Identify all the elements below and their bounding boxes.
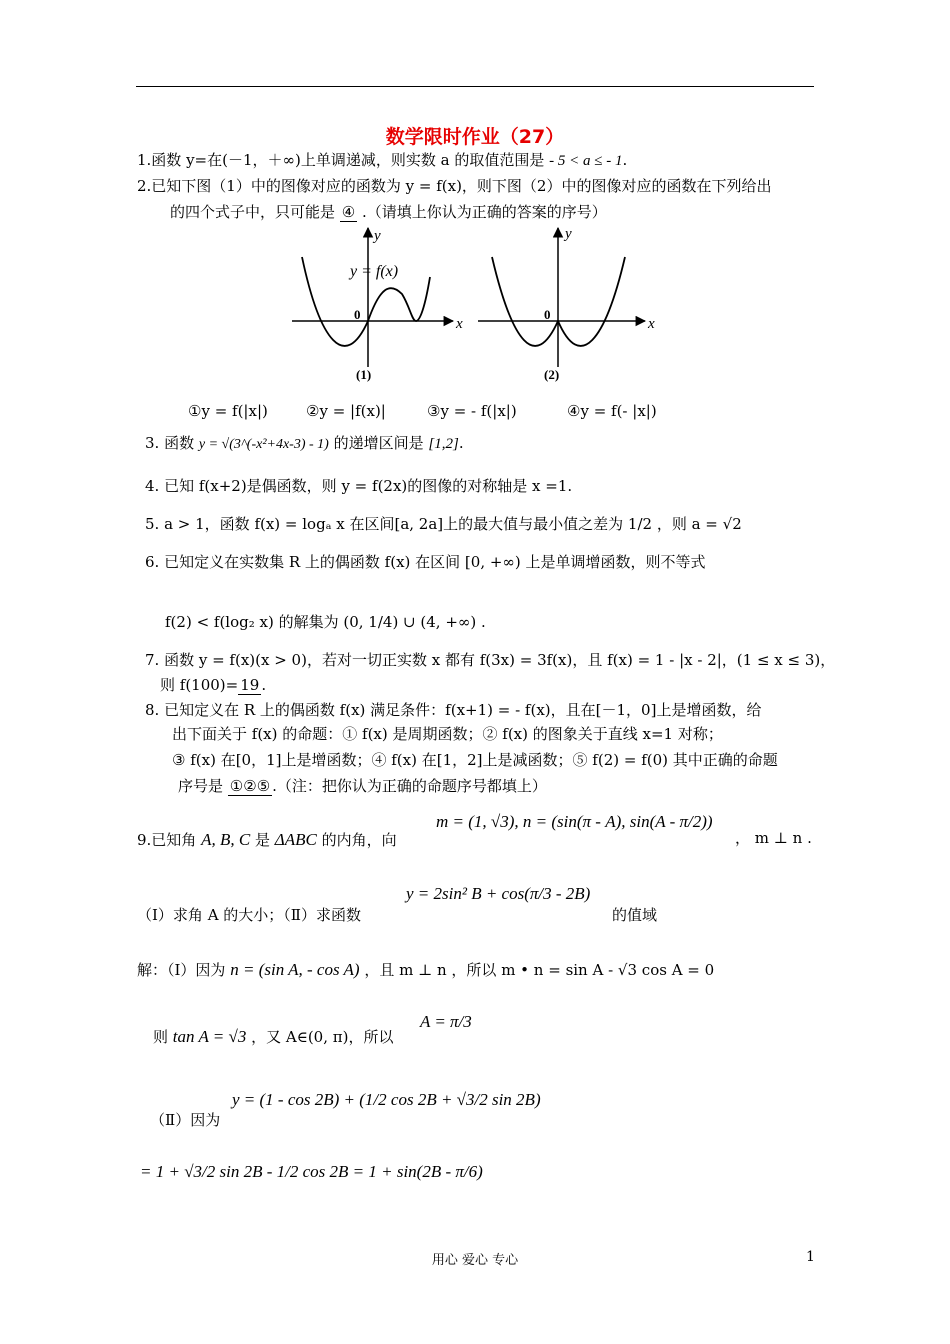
question-6-line-2: f(2) < f(log₂ x) 的解集为 (0, 1/4) ∪ (4, +∞) . <box>165 613 486 631</box>
question-2-note: .（请填上你认为正确的答案的序号） <box>362 203 607 221</box>
question-1-end: . <box>622 151 628 169</box>
question-9-line-2 <box>137 905 361 925</box>
question-2-option-1: ①y = f(|x|) <box>188 402 268 420</box>
question-9-task: （Ⅰ）求角 A 的大小；（Ⅱ）求函数 <box>137 906 361 924</box>
question-7-line-2 <box>160 675 266 695</box>
graph-1 <box>292 228 463 382</box>
question-9-perpendicular: ， m ⊥ n . <box>735 829 812 847</box>
question-4: 4. 已知 f(x+2)是偶函数，则 y = f(2x)的图像的对称轴是 x =1. <box>145 477 573 495</box>
function-graphs-figure <box>280 222 680 392</box>
question-9-interior: 的内角，向 <box>321 831 397 849</box>
graph-1-x-label: x <box>456 316 463 332</box>
graph-2-caption: (2) <box>544 367 560 382</box>
solution-2-range: ，又 A∈(0, π)，所以 <box>251 1028 394 1046</box>
solution-line-3: （Ⅱ）因为 <box>150 1111 221 1129</box>
header-rule <box>136 86 814 87</box>
question-8-line-4 <box>178 776 547 796</box>
graph-2 <box>478 226 655 382</box>
question-8-note: .（注：把你认为正确的命题序号都填上） <box>272 777 547 795</box>
question-2-line-2 <box>170 202 607 222</box>
question-3-text: 3. 函数 <box>145 434 195 452</box>
solution-2-then: 则 <box>153 1028 169 1046</box>
graph-1-caption: (1) <box>356 367 372 382</box>
graph-2-y-label: y <box>565 226 572 242</box>
solution-1-vector-n: n = (sin A, - cos A) <box>230 960 360 979</box>
solution-2-angle: A = π/3 <box>420 1012 472 1031</box>
solution-line-2 <box>153 1027 393 1047</box>
question-2-option-3: ③y = - f(|x|) <box>427 402 517 420</box>
solution-line-4: = 1 + √3/2 sin 2B - 1/2 cos 2B = 1 + sin(2B - π/6) <box>140 1162 483 1181</box>
solution-3-expression: y = (1 - cos 2B) + (1/2 cos 2B + √3/2 sin 2B) <box>232 1090 541 1109</box>
graph-2-origin: 0 <box>544 307 551 322</box>
question-2-option-2: ②y = |f(x)| <box>306 402 386 420</box>
question-8-text: 序号是 <box>178 777 224 795</box>
solution-line-1 <box>137 960 714 980</box>
question-8-line-2: 出下面关于 f(x) 的命题：① f(x) 是周期函数；② f(x) 的图象关于直线 x=1 对称； <box>172 725 723 743</box>
page-footer: 用心 爱心 专心 <box>431 1253 519 1268</box>
graph-1-y-label: y <box>374 228 381 244</box>
question-8-line-1: 8. 已知定义在 R 上的偶函数 f(x) 满足条件：f(x+1) = - f(x)，且在[－1，0]上是增函数，给 <box>145 701 762 719</box>
question-9-is: 是 <box>254 831 270 849</box>
question-9-vectors: m = (1, √3), n = (sin(π - A), sin(A - π/2)) <box>436 812 713 831</box>
question-1-answer: - 5 < a ≤ - 1 <box>549 153 623 169</box>
question-3-answer: [1,2] <box>428 436 459 452</box>
question-3-mid: 的递增区间是 <box>333 434 424 452</box>
graph-1-origin: 0 <box>354 307 361 322</box>
question-9-triangle: ΔABC <box>274 830 317 849</box>
question-1 <box>137 150 627 171</box>
question-7-text: 则 f(100)= <box>160 676 239 694</box>
page-title: 数学限时作业（27） <box>385 126 565 148</box>
question-6-line-1: 6. 已知定义在实数集 R 上的偶函数 f(x) 在区间 [0, +∞) 上是单调增函数，则不等式 <box>145 553 706 571</box>
question-9-angles: A, B, C <box>201 830 251 849</box>
question-1-text: 1.函数 y=在(－1，＋∞)上单调递减，则实数 a 的取值范围是 <box>137 151 545 169</box>
question-2-line-1: 2.已知下图（1）中的图像对应的函数为 y = f(x)，则下图（2）中的图像对应的函数在下列给出 <box>137 177 772 195</box>
question-7-end: . <box>261 676 267 694</box>
question-8-line-3: ③ f(x) 在[0，1]上是增函数；④ f(x) 在[1，2]上是减函数；⑤ f(2) = f(0) 其中正确的命题 <box>172 751 778 769</box>
graph-2-x-label: x <box>648 316 655 332</box>
question-9-line-1 <box>137 830 397 850</box>
question-3 <box>145 433 464 455</box>
question-2-option-4: ④y = f(- |x|) <box>567 402 657 420</box>
question-3-end: . <box>458 434 464 452</box>
question-2-answer: ④ <box>341 203 356 221</box>
question-3-formula: y = √(3^(-x²+4x-3) - 1) <box>198 437 329 452</box>
question-8-answer: ①②⑤ <box>229 777 271 795</box>
question-9-text: 9.已知角 <box>137 831 197 849</box>
question-7-line-1: 7. 函数 y = f(x)(x > 0)，若对一切正实数 x 都有 f(3x) = 3f(x)，且 f(x) = 1 - |x - 2|，(1 ≤ x ≤ 3)， <box>145 651 836 669</box>
question-2-text: 的四个式子中，只可能是 <box>170 203 336 221</box>
page-number: 1 <box>806 1249 815 1265</box>
question-9-range: 的值域 <box>612 906 658 924</box>
solution-1-text: 解：（Ⅰ）因为 <box>137 961 226 979</box>
solution-2-tan: tan A = √3 <box>172 1027 247 1046</box>
graph-1-function-label: y = f(x) <box>350 263 399 280</box>
solution-1-dot: ，且 m ⊥ n ，所以 m • n = sin A - √3 cos A = 0 <box>364 961 715 979</box>
question-9-function: y = 2sin² B + cos(π/3 - 2B) <box>406 884 591 903</box>
question-5: 5. a > 1，函数 f(x) = logₐ x 在区间[a, 2a]上的最大值与最小值之差为 1/2 ，则 a = √2 <box>145 515 742 533</box>
question-7-answer: 19 <box>240 676 260 694</box>
